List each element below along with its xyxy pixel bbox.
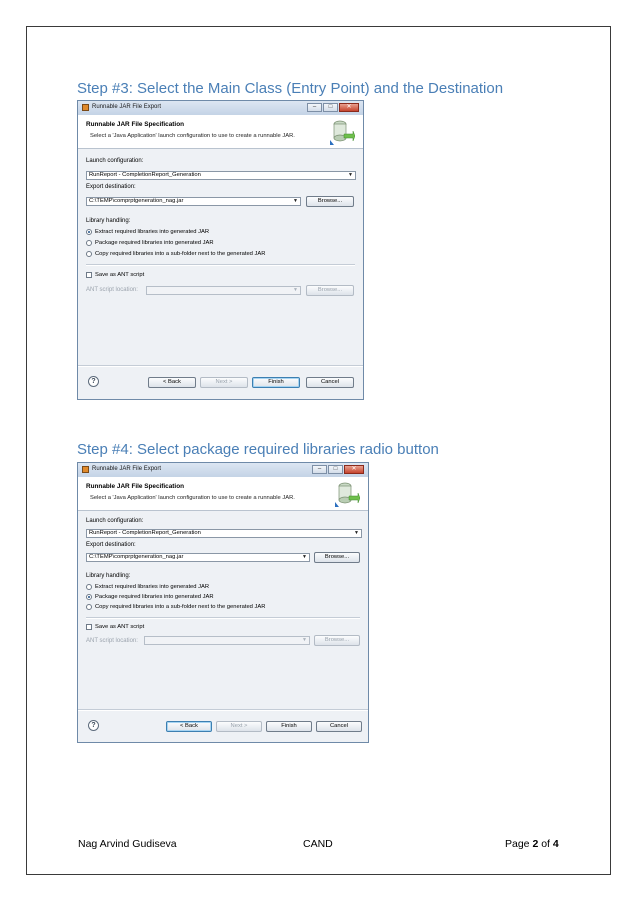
radio-label: Copy required libraries into a sub-folder next to the generated JAR [95, 604, 266, 610]
radio-extract-libraries[interactable] [86, 228, 209, 236]
next-button: Next > [216, 721, 262, 732]
launch-configuration-select[interactable] [86, 529, 362, 538]
export-destination-input[interactable] [86, 197, 301, 206]
save-ant-label: Save as ANT script [95, 624, 145, 630]
footer-author: Nag Arvind Gudiseva [78, 838, 177, 850]
header-title: Runnable JAR File Specification [86, 483, 185, 490]
save-ant-checkbox-row[interactable] [86, 623, 144, 631]
ant-location-label: ANT script location: [86, 638, 138, 644]
next-button: Next > [200, 377, 248, 388]
page-prefix: Page [505, 838, 533, 850]
page-of: of [538, 838, 553, 850]
radio-label: Extract required libraries into generated JAR [95, 584, 210, 590]
cancel-button[interactable]: Cancel [316, 721, 362, 732]
dropdown-arrow-icon: ▼ [354, 530, 359, 536]
dropdown-arrow-icon: ▼ [348, 172, 353, 178]
dropdown-arrow-icon: ▼ [302, 637, 307, 643]
export-destination-label: Export destination: [86, 542, 136, 548]
ant-browse-button: Browse... [314, 635, 360, 646]
header-description: Select a 'Java Application' launch configuration to use to create a runnable JAR. [90, 495, 295, 501]
browse-button[interactable]: Browse... [314, 552, 360, 563]
window-title: Runnable JAR File Export [92, 466, 162, 472]
maximize-icon[interactable]: □ [323, 103, 338, 112]
radio-copy-libraries[interactable] [86, 250, 265, 258]
radio-package-libraries[interactable] [86, 593, 214, 601]
radio-copy-libraries[interactable] [86, 603, 265, 611]
wizard-header [78, 115, 363, 149]
step-4-heading: Step #4: Select package required libraries radio button [77, 441, 439, 458]
radio-label: Package required libraries into generated JAR [95, 240, 214, 246]
radio-label: Copy required libraries into a sub-folder next to the generated JAR [95, 251, 266, 257]
radio-label: Extract required libraries into generated JAR [95, 229, 210, 235]
ant-browse-button: Browse... [306, 285, 354, 296]
ant-location-input [146, 286, 301, 295]
finish-button[interactable]: Finish [266, 721, 312, 732]
page-current: 2 [532, 838, 539, 850]
export-destination-value: C:\TEMP\comprptgeneration_nag.jar [89, 554, 184, 560]
radio-button[interactable] [86, 604, 92, 610]
separator [86, 264, 355, 266]
back-button[interactable]: < Back [166, 721, 212, 732]
window-title: Runnable JAR File Export [92, 104, 162, 110]
library-handling-label: Library handling: [86, 573, 131, 579]
save-ant-label: Save as ANT script [95, 272, 145, 278]
launch-configuration-label: Launch configuration: [86, 518, 144, 524]
footer-page-number [505, 838, 559, 850]
jar-wizard-icon [334, 480, 360, 508]
footer-separator [78, 365, 363, 367]
jar-wizard-icon [329, 118, 355, 146]
library-handling-label: Library handling: [86, 218, 131, 224]
maximize-icon[interactable]: □ [328, 465, 343, 474]
header-description: Select a 'Java Application' launch configuration to use to create a runnable JAR. [90, 133, 295, 139]
minimize-icon[interactable]: – [307, 103, 322, 112]
wizard-header [78, 477, 368, 511]
radio-button[interactable] [86, 251, 92, 257]
step-3-heading: Step #3: Select the Main Class (Entry Point) and the Destination [77, 80, 504, 97]
back-button[interactable]: < Back [148, 377, 196, 388]
dropdown-arrow-icon: ▼ [302, 554, 307, 560]
close-icon[interactable]: ✕ [344, 465, 364, 474]
radio-button[interactable] [86, 240, 92, 246]
export-destination-input[interactable] [86, 553, 310, 562]
help-icon[interactable]: ? [88, 720, 99, 731]
browse-button[interactable]: Browse... [306, 196, 354, 207]
dialog-titlebar [78, 101, 363, 116]
separator [86, 617, 360, 619]
close-icon[interactable]: ✕ [339, 103, 359, 112]
footer-center: CAND [303, 838, 333, 850]
dropdown-arrow-icon: ▼ [293, 287, 298, 293]
jar-export-dialog-step-4 [77, 462, 369, 743]
jar-export-dialog-step-3 [77, 100, 364, 400]
app-icon [82, 466, 89, 473]
header-title: Runnable JAR File Specification [86, 121, 185, 128]
app-icon [82, 104, 89, 111]
export-destination-label: Export destination: [86, 184, 136, 190]
ant-location-label: ANT script location: [86, 287, 138, 293]
launch-configuration-label: Launch configuration: [86, 158, 144, 164]
launch-configuration-select[interactable] [86, 171, 356, 180]
help-icon[interactable]: ? [88, 376, 99, 387]
export-destination-value: C:\TEMP\comprptgeneration_nag.jar [89, 198, 184, 204]
radio-button[interactable] [86, 229, 92, 235]
dropdown-arrow-icon: ▼ [293, 198, 298, 204]
launch-configuration-value: RunReport - CompletionReport_Generation [89, 172, 201, 178]
radio-button[interactable] [86, 594, 92, 600]
radio-extract-libraries[interactable] [86, 583, 209, 591]
page-total: 4 [552, 838, 559, 850]
radio-package-libraries[interactable] [86, 239, 214, 247]
minimize-icon[interactable]: – [312, 465, 327, 474]
radio-button[interactable] [86, 584, 92, 590]
radio-label: Package required libraries into generated JAR [95, 594, 214, 600]
save-ant-checkbox-row[interactable] [86, 271, 144, 279]
save-ant-checkbox[interactable] [86, 624, 92, 630]
dialog-titlebar [78, 463, 368, 478]
ant-location-input [144, 636, 310, 645]
footer-separator [78, 709, 368, 711]
launch-configuration-value: RunReport - CompletionReport_Generation [89, 530, 201, 536]
save-ant-checkbox[interactable] [86, 272, 92, 278]
finish-button[interactable]: Finish [252, 377, 300, 388]
cancel-button[interactable]: Cancel [306, 377, 354, 388]
